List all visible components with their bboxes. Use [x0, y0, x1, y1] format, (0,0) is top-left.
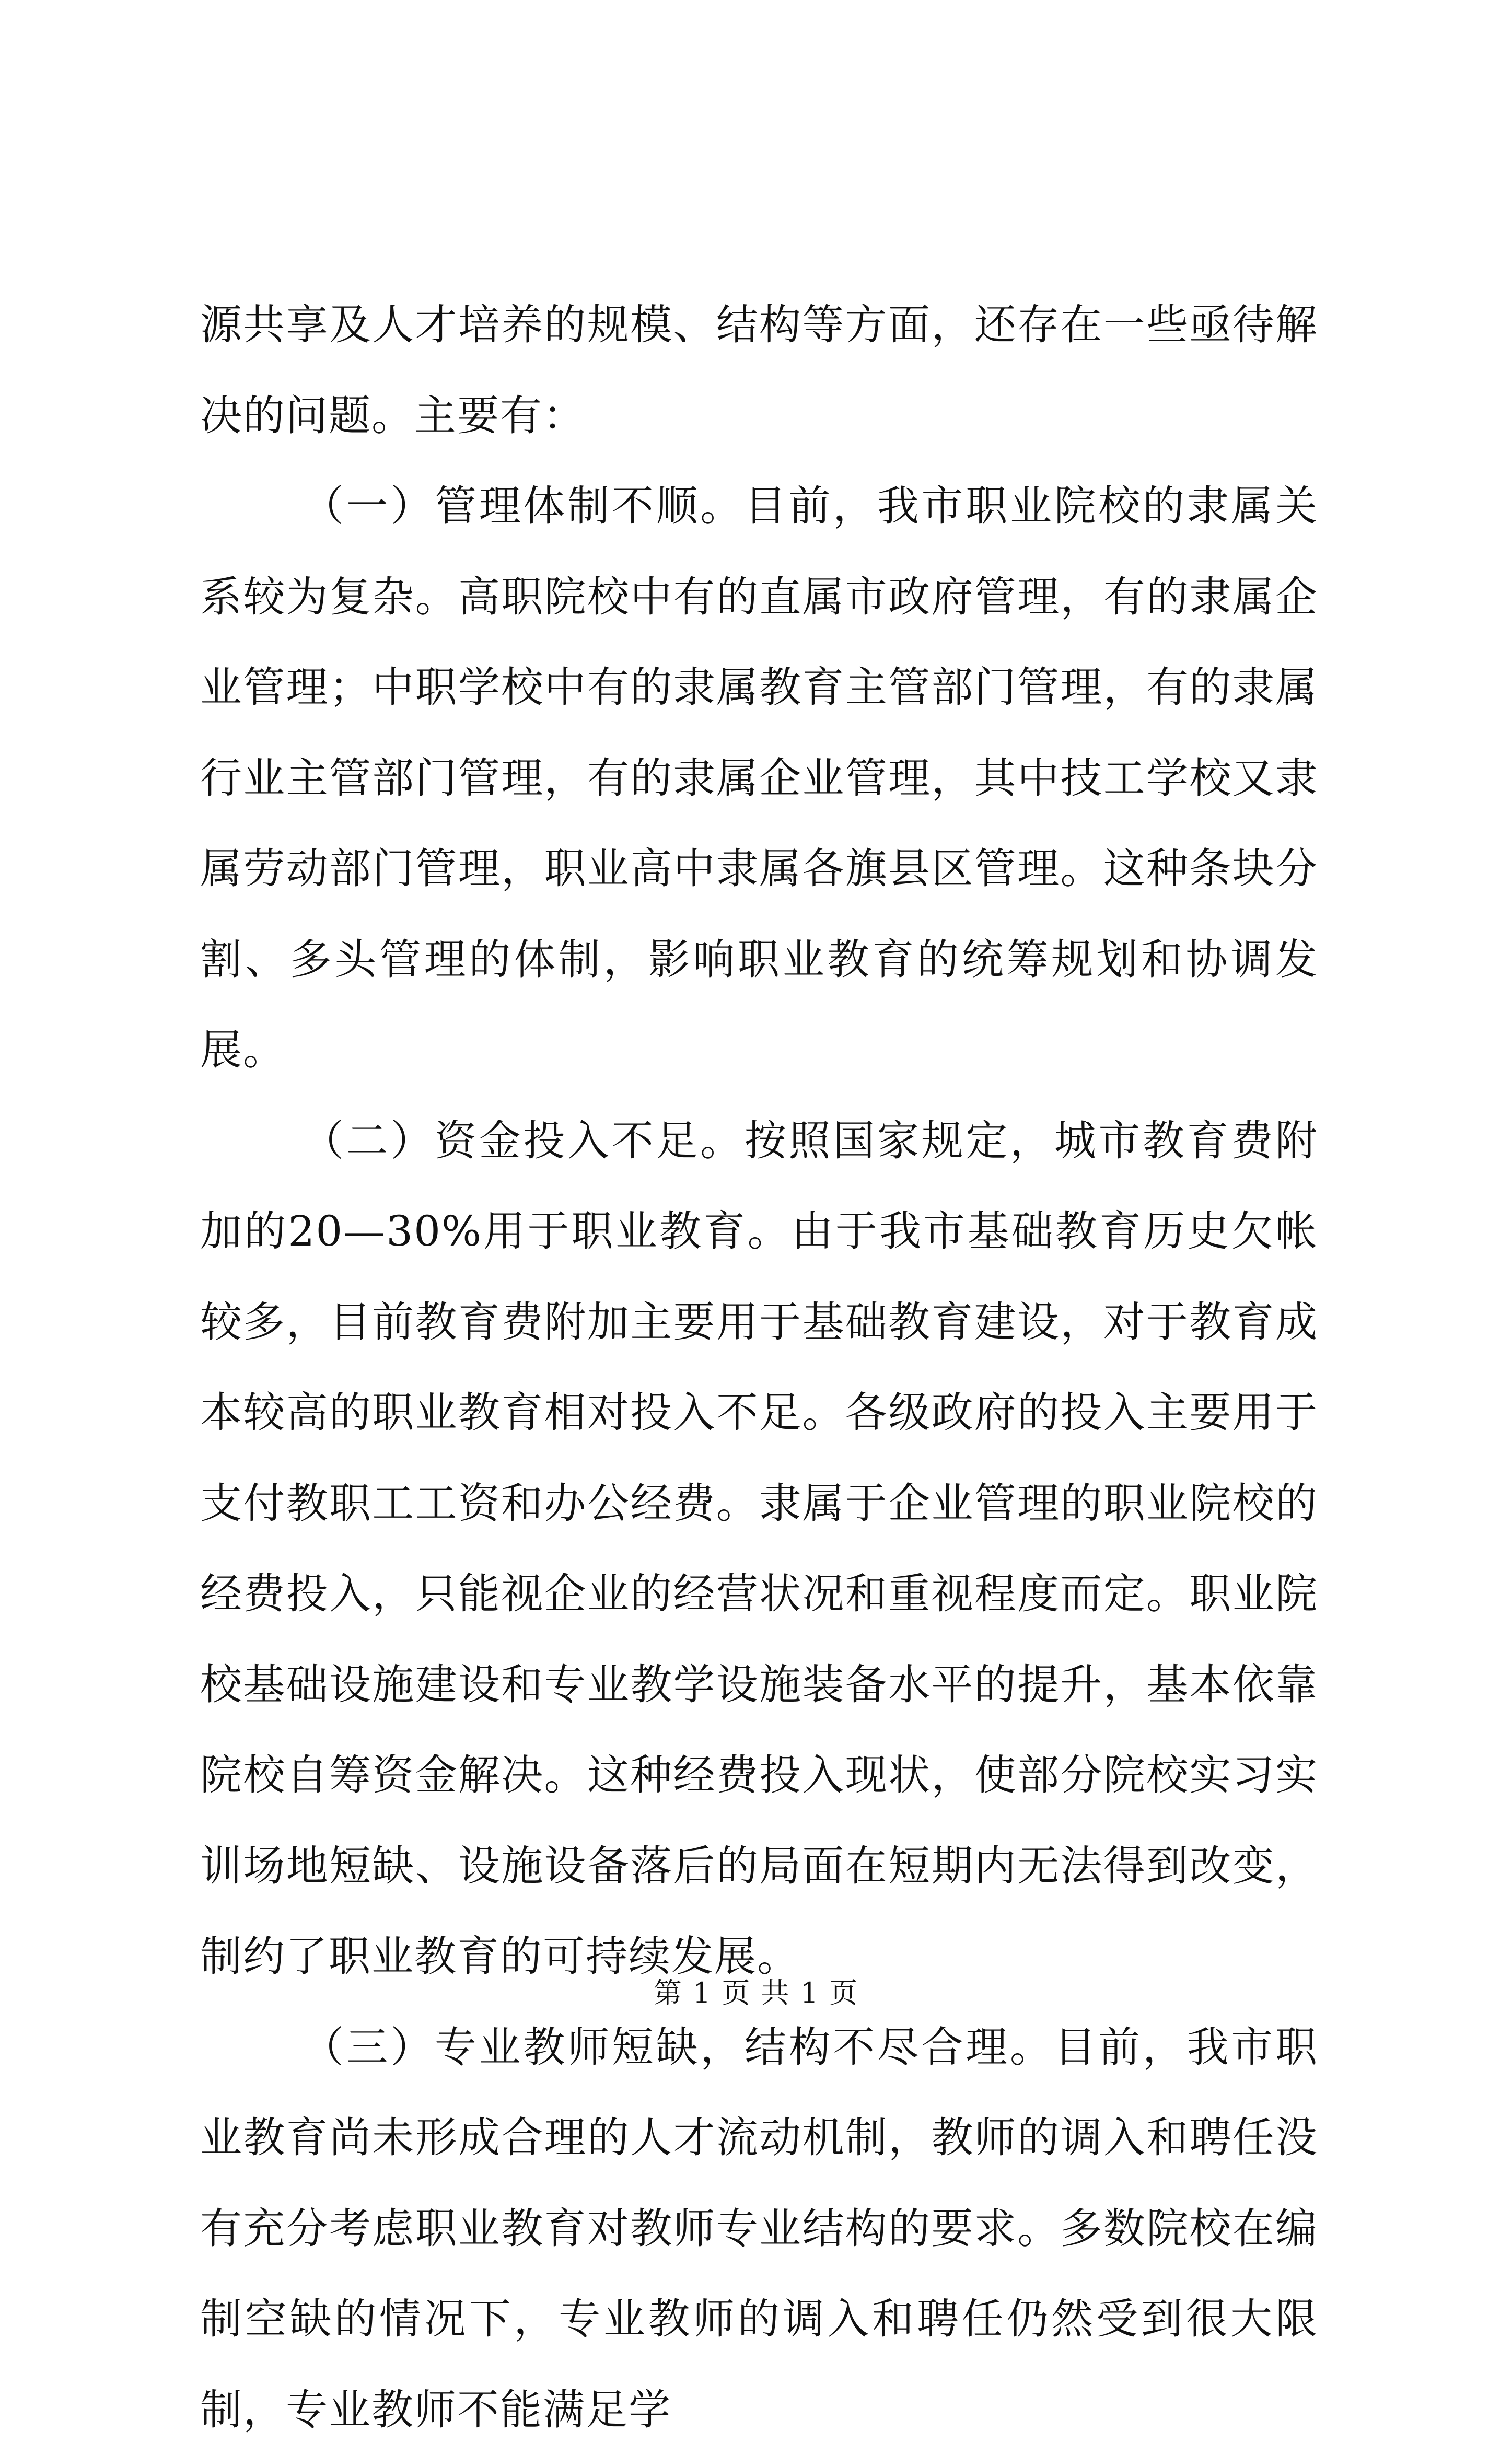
document-body — [200, 280, 1318, 2455]
paragraph-intro: 源共享及人才培养的规模、结构等方面，还存在一些亟待解决的问题。主要有： — [200, 280, 1318, 461]
paragraph-management-system: （一）管理体制不顺。目前，我市职业院校的隶属关系较为复杂。高职院校中有的直属市政府管理，有的隶属企业管理；中职学校中有的隶属教育主管部门管理，有的隶属行业主管部门管理，有的隶属企业管理，其中技工学校又隶属劳动部门管理，职业高中隶属各旗县区管理。这种条块分割、多头管理的体制，影响职业教育的统筹规划和协调发展。 — [200, 461, 1318, 1096]
paragraph-funding: （二）资金投入不足。按照国家规定，城市教育费附加的20—30%用于职业教育。由于我市基础教育历史欠帐较多，目前教育费附加主要用于基础教育建设，对于教育成本较高的职业教育相对投入不足。各级政府的投入主要用于支付教职工工资和办公经费。隶属于企业管理的职业院校的经费投入，只能视企业的经营状况和重视程度而定。职业院校基础设施建设和专业教学设施装备水平的提升，基本依靠院校自筹资金解决。这种经费投入现状，使部分院校实习实训场地短缺、设施设备落后的局面在短期内无法得到改变，制约了职业教育的可持续发展。 — [200, 1096, 1318, 2002]
paragraph-teachers: （三）专业教师短缺，结构不尽合理。目前，我市职业教育尚未形成合理的人才流动机制，教师的调入和聘任没有充分考虑职业教育对教师专业结构的要求。多数院校在编制空缺的情况下，专业教师的调入和聘任仍然受到很大限制，专业教师不能满足学 — [200, 2002, 1318, 2455]
page-footer: 第 1 页 共 1 页 — [0, 1975, 1512, 2011]
